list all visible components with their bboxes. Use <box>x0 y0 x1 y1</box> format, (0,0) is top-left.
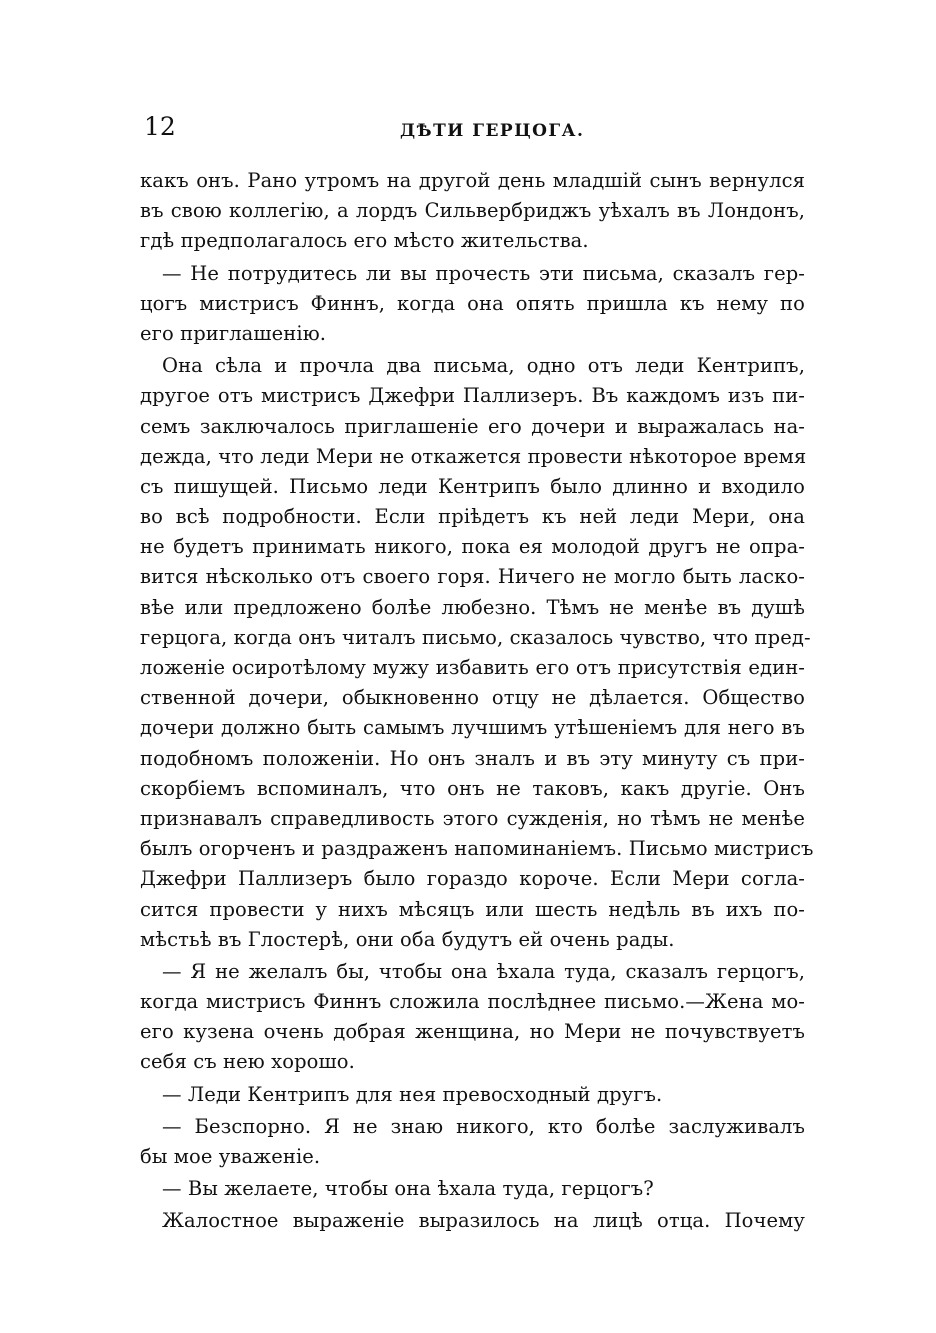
text-line: Жалостное выраженіе выразилось на лицѣ отца. Почему <box>162 1209 805 1233</box>
running-title: ДѢТИ ГЕРЦОГА. <box>400 121 585 141</box>
text-line: вѣе или предложено болѣе любезно. Тѣмъ не менѣе въ душѣ <box>140 595 805 619</box>
text-line: во всѣ подробности. Если пріѣдетъ къ ней леди Мери, она <box>140 505 805 529</box>
text-line: подобномъ положеніи. Но онъ зналъ и въ эту минуту съ при- <box>140 746 805 770</box>
text-line: — Вы желаете, чтобы она ѣхала туда, герцогъ? <box>162 1177 654 1201</box>
text-line: себя съ нею хорошо. <box>140 1050 355 1074</box>
text-line: — Не потрудитесь ли вы прочесть эти письма, сказалъ гер- <box>162 261 805 285</box>
text-line: дежда, что леди Мери не откажется провести нѣкоторое время <box>140 444 807 468</box>
text-line: сится провести у нихъ мѣсяцъ или шесть недѣль въ ихъ по- <box>140 897 805 921</box>
text-line: скорбіемъ вспоминалъ, что онъ не таковъ, какъ другіе. Онъ <box>140 776 805 800</box>
text-line: цогъ мистрисъ Финнъ, когда она опять пришла къ нему по <box>140 291 805 315</box>
text-line: съ пишущей. Письмо леди Кентрипъ было длинно и входило <box>140 474 805 498</box>
text-line: вится нѣсколько отъ своего горя. Ничего не могло быть ласко- <box>140 565 805 589</box>
text-line: бы мое уваженіе. <box>140 1145 321 1168</box>
text-line: въ свою коллегію, а лордъ Сильвербриджъ уѣхалъ въ Лондонъ, <box>140 199 805 223</box>
text-line: Она сѣла и прочла два письма, одно отъ леди Кентрипъ, <box>162 354 805 378</box>
text-line: дочери должно быть самымъ лучшимъ утѣшеніемъ для него въ <box>140 716 805 740</box>
text-line: герцога, когда онъ читалъ письмо, сказалось чувство, что пред- <box>140 625 811 649</box>
text-line: не будетъ принимать никого, пока ея молодой другъ не опра- <box>140 535 805 559</box>
page-number: 12 <box>144 112 176 141</box>
text-line: какъ онъ. Рано утромъ на другой день младшій сынъ вернулся <box>140 169 805 192</box>
text-line: его приглашенію. <box>140 321 327 345</box>
text-line: гдѣ предполагалось его мѣсто жительства. <box>140 229 589 253</box>
text-line: другое отъ мистрисъ Джефри Паллизеръ. Въ каждомъ изъ пи- <box>140 384 805 408</box>
text-line: мѣстьѣ въ Глостерѣ, они оба будутъ ей очень рады. <box>140 927 675 951</box>
text-line: былъ огорченъ и раздраженъ напоминаніемъ. Письмо мистрисъ <box>140 837 814 861</box>
text-line: когда мистрисъ Финнъ сложила послѣднее письмо.—Жена мо- <box>140 990 805 1014</box>
text-line: ложеніе осиротѣлому мужу избавить его отъ присутствія един- <box>140 656 805 679</box>
text-line: Джефри Паллизеръ было гораздо короче. Если Мери согла- <box>140 867 805 891</box>
page-header <box>140 112 805 146</box>
text-line: ственной дочери, обыкновенно отцу не дѣлается. Общество <box>140 686 805 710</box>
text-line: — Я не желалъ бы, чтобы она ѣхала туда, сказалъ герцогъ, <box>162 959 805 983</box>
text-line: — Безспорно. Я не знаю никого, кто болѣе заслуживалъ <box>162 1114 805 1138</box>
body-text <box>140 166 814 1237</box>
text-line: семъ заключалось приглашеніе его дочери и выражалась на- <box>140 414 805 438</box>
text-line: признавалъ справедливость этого сужденія, но тѣмъ не менѣе <box>140 806 805 830</box>
text-line: его кузена очень добрая женщина, но Мери не почувствуетъ <box>140 1020 805 1044</box>
text-line: — Леди Кентрипъ для нея превосходный другъ. <box>162 1082 663 1106</box>
